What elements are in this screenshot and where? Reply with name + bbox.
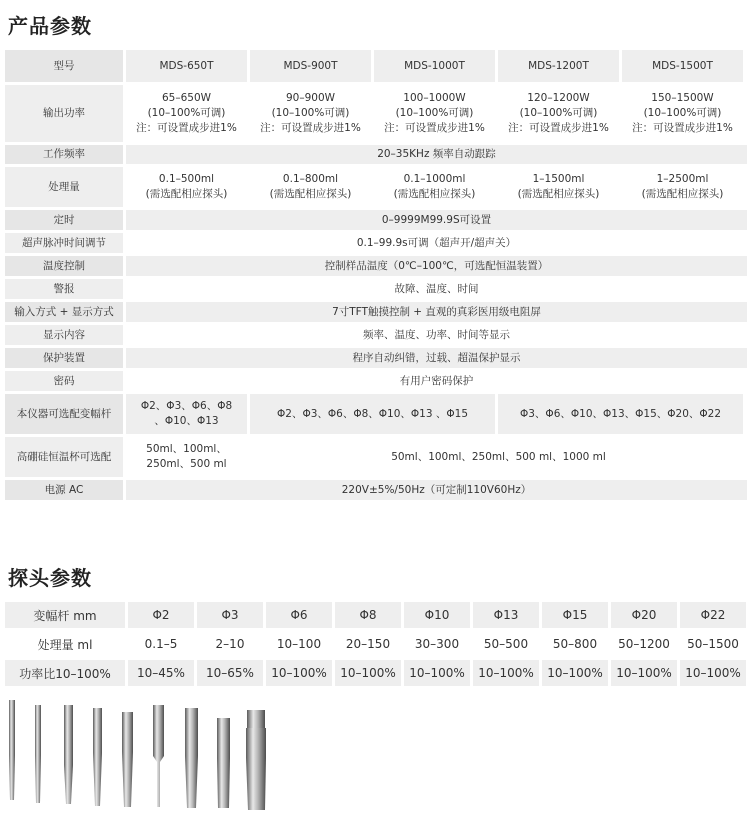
probe-cell: 10–100% (473, 660, 539, 686)
row-label: 警报 (5, 279, 123, 299)
row-label: 温度控制 (5, 256, 123, 276)
model-cell: MDS-1500T (622, 50, 743, 82)
power-cell: 120–1200W (10–100%可调) 注：可设置成步进1% (508, 92, 609, 134)
probe-row-power-ratio (5, 660, 747, 686)
capacity-cell: 0.1–1000ml (需选配相应探头) (393, 173, 476, 200)
probe-horns-image (0, 700, 750, 813)
probe-cell: Φ10 (404, 602, 470, 628)
capacity-cell: 0.1–800ml (需选配相应探头) (269, 173, 352, 200)
row-label: 显示内容 (5, 325, 123, 345)
spec-row-vessel (5, 437, 747, 477)
spec-table (5, 50, 747, 503)
probe-table (5, 602, 747, 689)
probe-horn-phi15 (185, 708, 198, 808)
spec-row-timer (5, 210, 747, 230)
probe-horn-phi6 (64, 705, 73, 804)
password-value: 有用户密码保护 (399, 374, 474, 387)
display-value: 频率、温度、功率、时间等显示 (363, 328, 510, 341)
spec-row-power-supply (5, 480, 747, 500)
spec-row-horn (5, 394, 747, 434)
alarm-value: 故障、温度、时间 (394, 282, 479, 295)
probe-cell: 50–800 (542, 631, 608, 657)
row-label: 处理量 (5, 167, 123, 207)
row-label: 超声脉冲时间调节 (5, 233, 123, 253)
row-label: 定时 (5, 210, 123, 230)
frequency-value: 20–35KHz 频率自动跟踪 (126, 145, 747, 164)
horn-cell: Φ2、Φ3、Φ6、Φ8、Φ10、Φ13 、Φ15 (250, 394, 495, 434)
vessel-cell: 50ml、100ml、 250ml、500 ml (146, 443, 227, 470)
pulse-value: 0.1–99.9s可调（超声开/超声关） (356, 236, 517, 249)
power-cell: 150–1500W (10–100%可调) 注：可设置成步进1% (632, 92, 733, 134)
probe-cell: Φ20 (611, 602, 677, 628)
probe-cell: Φ22 (680, 602, 746, 628)
capacity-cell: 1–1500ml (需选配相应探头) (517, 173, 600, 200)
power-cell: 65–650W (10–100%可调) 注：可设置成步进1% (136, 92, 237, 134)
spec-row-display (5, 325, 747, 345)
power-supply-value: 220V±5%/50Hz（可定制110V60Hz） (126, 480, 747, 500)
capacity-cell: 0.1–500ml (需选配相应探头) (145, 173, 228, 200)
row-label: 高硼硅恒温杯可选配 (5, 437, 123, 477)
probe-row-label: 变幅杆 mm (5, 602, 125, 628)
model-cell: MDS-900T (250, 50, 371, 82)
protection-value: 程序自动纠错，过载、超温保护显示 (126, 348, 747, 368)
spec-row-model (5, 50, 747, 82)
horn-cell: Φ3、Φ6、Φ10、Φ13、Φ15、Φ20、Φ22 (498, 394, 743, 434)
probe-horn-phi10 (122, 712, 133, 807)
row-label: 密码 (5, 371, 123, 391)
probe-cell: Φ2 (128, 602, 194, 628)
model-cell: MDS-650T (126, 50, 247, 82)
probe-cell: 50–1200 (611, 631, 677, 657)
probe-horn-phi3 (35, 705, 41, 803)
spec-row-alarm (5, 279, 747, 299)
row-label: 型号 (5, 50, 123, 82)
row-label: 保护装置 (5, 348, 123, 368)
spec-row-protection (5, 348, 747, 368)
probe-cell: 10–45% (128, 660, 194, 686)
probe-cell: Φ8 (335, 602, 401, 628)
spec-row-pulse (5, 233, 747, 253)
probe-row-label: 功率比10–100% (5, 660, 125, 686)
row-label: 本仪器可选配变幅杆 (5, 394, 123, 434)
capacity-cell: 1–2500ml (需选配相应探头) (641, 173, 724, 200)
probe-horn-phi20 (217, 718, 230, 808)
probe-horn-phi13 (153, 705, 164, 807)
probe-row-capacity (5, 631, 747, 657)
spec-row-temperature (5, 256, 747, 276)
probe-cell: 10–100 (266, 631, 332, 657)
spec-row-power (5, 85, 747, 142)
model-cell: MDS-1000T (374, 50, 495, 82)
probe-cell: 10–100% (542, 660, 608, 686)
probe-cell: 50–1500 (680, 631, 746, 657)
probe-horn-phi2 (9, 700, 15, 800)
probe-cell: 10–65% (197, 660, 263, 686)
row-label: 输入方式 + 显示方式 (5, 302, 123, 322)
row-label: 工作频率 (5, 145, 123, 164)
probe-cell: 50–500 (473, 631, 539, 657)
probe-cell: 0.1–5 (128, 631, 194, 657)
model-cell: MDS-1200T (498, 50, 619, 82)
row-label: 输出功率 (5, 85, 123, 142)
probe-cell: Φ3 (197, 602, 263, 628)
probe-cell: Φ6 (266, 602, 332, 628)
probe-horn-phi8 (93, 708, 102, 806)
probe-cell: 2–10 (197, 631, 263, 657)
probe-cell: 10–100% (680, 660, 746, 686)
horn-cell: Φ2、Φ3、Φ6、Φ8 、Φ10、Φ13 (126, 394, 247, 434)
power-cell: 90–900W (10–100%可调) 注：可设置成步进1% (260, 92, 361, 134)
timer-value: 0–9999M99.9S可设置 (126, 210, 747, 230)
product-params-title: 产品参数 (8, 14, 92, 38)
probe-cell: Φ15 (542, 602, 608, 628)
spec-row-input (5, 302, 747, 322)
input-value: 7寸TFT触摸控制 + 直观的真彩医用级电阻屏 (126, 302, 747, 322)
probe-row-horn (5, 602, 747, 628)
spec-row-password (5, 371, 747, 391)
probe-params-title: 探头参数 (8, 566, 92, 590)
row-label: 电源 AC (5, 480, 123, 500)
spec-row-capacity (5, 167, 747, 207)
power-cell: 100–1000W (10–100%可调) 注：可设置成步进1% (384, 92, 485, 134)
probe-row-label: 处理量 ml (5, 631, 125, 657)
probe-cell: 10–100% (266, 660, 332, 686)
probe-cell: 20–150 (335, 631, 401, 657)
vessel-cell: 50ml、100ml、250ml、500 ml、1000 ml (391, 450, 606, 463)
probe-horn-phi22 (246, 710, 266, 810)
probe-cell: 10–100% (611, 660, 677, 686)
temperature-value: 控制样品温度（0℃–100℃，可选配恒温装置） (126, 256, 747, 276)
probe-cell: Φ13 (473, 602, 539, 628)
probe-cell: 10–100% (404, 660, 470, 686)
probe-cell: 10–100% (335, 660, 401, 686)
probe-cell: 30–300 (404, 631, 470, 657)
spec-row-frequency (5, 145, 747, 164)
